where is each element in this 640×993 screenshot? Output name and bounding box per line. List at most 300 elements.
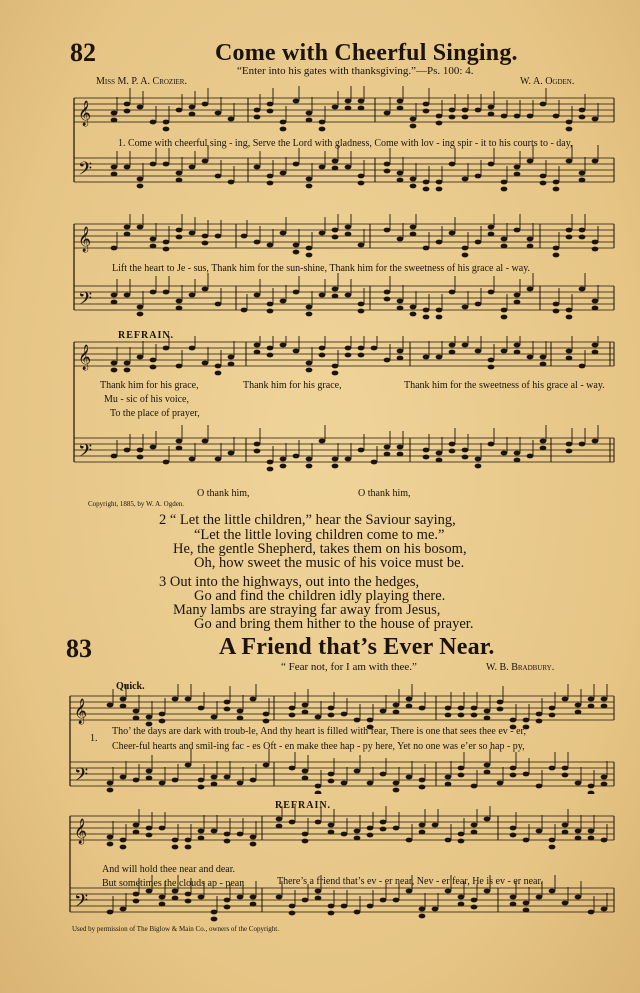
note-head xyxy=(445,713,452,718)
note-head xyxy=(449,449,456,454)
note-head xyxy=(367,718,374,723)
note-head xyxy=(306,464,313,469)
note-head xyxy=(510,766,517,771)
note-head xyxy=(536,712,543,717)
permission-note-83: Used by permission of The Biglow & Main Co., owners of the Copyright. xyxy=(72,925,279,933)
note-head xyxy=(150,162,157,167)
note-head xyxy=(484,709,491,714)
note-head xyxy=(267,309,274,314)
note-head xyxy=(484,763,491,768)
note-head xyxy=(202,234,209,239)
note-head xyxy=(215,302,222,307)
note-head xyxy=(163,290,170,295)
note-head xyxy=(527,355,534,360)
note-head xyxy=(510,895,517,900)
note-head xyxy=(549,766,556,771)
note-head xyxy=(306,312,313,317)
note-head xyxy=(488,162,495,167)
note-head xyxy=(410,124,417,129)
note-head xyxy=(445,889,452,894)
note-head xyxy=(445,838,452,843)
note-head xyxy=(419,778,426,783)
note-head xyxy=(588,704,595,709)
note-head xyxy=(133,716,140,721)
note-head xyxy=(228,180,235,185)
note-head xyxy=(302,703,309,708)
note-head xyxy=(592,240,599,245)
note-head xyxy=(436,308,443,313)
note-head xyxy=(579,178,586,183)
note-head xyxy=(458,839,465,844)
note-head xyxy=(449,442,456,447)
note-head xyxy=(579,171,586,176)
note-head xyxy=(328,772,335,777)
note-head xyxy=(163,127,170,132)
note-head xyxy=(540,174,547,179)
note-head xyxy=(224,898,231,903)
note-head xyxy=(510,773,517,778)
note-head xyxy=(419,907,426,912)
note-head xyxy=(289,904,296,909)
verse-2-line-4: Oh, how sweet the music of his voice must be. xyxy=(194,555,465,571)
note-head xyxy=(445,775,452,780)
clef-sign: 𝄢 xyxy=(78,289,93,314)
note-head xyxy=(397,171,404,176)
note-head xyxy=(384,297,391,302)
note-head xyxy=(592,159,599,164)
note-head xyxy=(588,697,595,702)
verse-3-line-3: Many lambs are straying far away from Jesus, xyxy=(173,602,441,618)
note-head xyxy=(267,109,274,114)
note-head xyxy=(358,181,365,186)
note-head xyxy=(146,889,153,894)
note-head xyxy=(410,184,417,189)
note-head xyxy=(341,832,348,837)
note-head xyxy=(510,718,517,723)
note-head xyxy=(523,838,530,843)
note-head xyxy=(267,460,274,465)
note-head xyxy=(189,457,196,462)
note-head xyxy=(315,784,322,789)
note-head xyxy=(267,102,274,107)
note-head xyxy=(367,781,374,786)
note-head xyxy=(241,234,248,239)
note-head xyxy=(458,706,465,711)
note-head xyxy=(215,174,222,179)
note-head xyxy=(150,244,157,249)
note-head xyxy=(592,247,599,252)
note-head xyxy=(540,181,547,186)
note-head xyxy=(202,439,209,444)
clef-sign: 𝄢 xyxy=(74,891,89,916)
note-head xyxy=(150,358,157,363)
note-head xyxy=(397,306,404,311)
note-head xyxy=(462,455,469,460)
note-head xyxy=(384,290,391,295)
note-head xyxy=(566,356,573,361)
note-head xyxy=(150,237,157,242)
note-head xyxy=(332,364,339,369)
note-head xyxy=(497,707,504,712)
note-head xyxy=(445,782,452,787)
note-head xyxy=(146,833,153,838)
music-system-83-2 xyxy=(0,806,640,926)
note-head xyxy=(601,907,608,912)
note-head xyxy=(436,458,443,463)
refrain-label-82: REFRAIN. xyxy=(118,330,175,341)
note-head xyxy=(397,445,404,450)
note-head xyxy=(124,232,131,237)
copyright-82: Copyright, 1885, by W. A. Ogden. xyxy=(88,500,185,508)
note-head xyxy=(475,457,482,462)
note-head xyxy=(276,817,283,822)
note-head xyxy=(540,439,547,444)
note-head xyxy=(601,704,608,709)
note-head xyxy=(185,845,192,850)
note-head xyxy=(523,901,530,906)
note-head xyxy=(211,917,218,922)
note-head xyxy=(397,178,404,183)
note-head xyxy=(159,902,166,907)
note-head xyxy=(566,159,573,164)
bass-words-82-1: O thank him, xyxy=(197,488,250,499)
note-head xyxy=(471,713,478,718)
note-head xyxy=(302,769,309,774)
note-head xyxy=(263,763,270,768)
note-head xyxy=(553,180,560,185)
note-head xyxy=(484,817,491,822)
note-head xyxy=(111,111,118,116)
note-head xyxy=(280,464,287,469)
note-head xyxy=(527,287,534,292)
note-head xyxy=(341,904,348,909)
note-head xyxy=(579,364,586,369)
note-head xyxy=(189,165,196,170)
note-head xyxy=(562,697,569,702)
note-head xyxy=(150,120,157,125)
note-head xyxy=(514,300,521,305)
note-head xyxy=(237,895,244,900)
note-head xyxy=(419,830,426,835)
note-head xyxy=(497,781,504,786)
note-head xyxy=(211,775,218,780)
note-head xyxy=(111,454,118,459)
hymn-composer-83: W. B. Bradbury. xyxy=(486,662,555,673)
note-head xyxy=(406,889,413,894)
note-head xyxy=(527,454,534,459)
note-head xyxy=(328,830,335,835)
hymn-composer-82: W. A. Ogden. xyxy=(520,76,575,87)
verse-2-line-3: He, the gentle Shepherd, takes them on his bosom, xyxy=(173,541,467,557)
note-head xyxy=(228,451,235,456)
note-head xyxy=(202,159,209,164)
note-head xyxy=(510,826,517,831)
note-head xyxy=(562,773,569,778)
note-head xyxy=(449,115,456,120)
note-head xyxy=(185,763,192,768)
note-head xyxy=(293,454,300,459)
note-head xyxy=(345,165,352,170)
note-head xyxy=(163,240,170,245)
note-head xyxy=(553,187,560,192)
note-head xyxy=(215,457,222,462)
note-head xyxy=(146,776,153,781)
note-head xyxy=(579,115,586,120)
note-head xyxy=(354,829,361,834)
note-head xyxy=(358,106,365,111)
note-head xyxy=(384,169,391,174)
note-head xyxy=(250,902,257,907)
note-head xyxy=(250,697,257,702)
note-head xyxy=(514,165,521,170)
note-head xyxy=(189,346,196,351)
note-head xyxy=(189,293,196,298)
note-head xyxy=(120,704,127,709)
note-head xyxy=(410,225,417,230)
note-head xyxy=(254,293,261,298)
note-head xyxy=(601,838,608,843)
note-head xyxy=(280,127,287,132)
note-head xyxy=(488,358,495,363)
note-head xyxy=(358,174,365,179)
note-head xyxy=(293,290,300,295)
note-head xyxy=(488,365,495,370)
note-head xyxy=(306,305,313,310)
clef-sign: 𝄢 xyxy=(74,765,89,790)
note-head xyxy=(341,781,348,786)
note-head xyxy=(462,177,469,182)
refrain-line-82-a3: To the place of prayer, xyxy=(110,408,200,419)
note-head xyxy=(111,118,118,123)
note-head xyxy=(592,350,599,355)
note-head xyxy=(189,112,196,117)
note-head xyxy=(588,791,595,794)
note-head xyxy=(241,308,248,313)
refrain-line-82-a1: Thank him for his grace, xyxy=(100,380,199,391)
note-head xyxy=(380,709,387,714)
note-head xyxy=(566,349,573,354)
note-head xyxy=(332,105,339,110)
note-head xyxy=(319,346,326,351)
note-head xyxy=(163,460,170,465)
note-head xyxy=(328,779,335,784)
note-head xyxy=(432,907,439,912)
note-head xyxy=(527,237,534,242)
note-head xyxy=(159,712,166,717)
note-head xyxy=(458,766,465,771)
clef-sign: 𝄢 xyxy=(78,159,93,184)
note-head xyxy=(120,845,127,850)
note-head xyxy=(501,187,508,192)
note-head xyxy=(289,820,296,825)
note-head xyxy=(523,908,530,913)
note-head xyxy=(267,243,274,248)
note-head xyxy=(458,832,465,837)
note-head xyxy=(124,109,131,114)
note-head xyxy=(267,346,274,351)
note-head xyxy=(111,361,118,366)
note-head xyxy=(254,449,261,454)
note-head xyxy=(449,343,456,348)
note-head xyxy=(406,697,413,702)
note-head xyxy=(289,713,296,718)
note-head xyxy=(562,766,569,771)
note-head xyxy=(553,309,560,314)
note-head xyxy=(579,228,586,233)
note-head xyxy=(384,445,391,450)
note-head xyxy=(150,365,157,370)
note-head xyxy=(471,898,478,903)
note-head xyxy=(185,838,192,843)
note-head xyxy=(410,177,417,182)
note-head xyxy=(562,823,569,828)
note-head xyxy=(566,120,573,125)
note-head xyxy=(133,830,140,835)
note-head xyxy=(319,165,326,170)
note-head xyxy=(345,225,352,230)
note-head xyxy=(484,770,491,775)
note-head xyxy=(423,315,430,320)
note-head xyxy=(341,712,348,717)
note-head xyxy=(527,114,534,119)
note-head xyxy=(133,899,140,904)
note-head xyxy=(501,114,508,119)
note-head xyxy=(501,244,508,249)
note-head xyxy=(488,442,495,447)
note-head xyxy=(120,775,127,780)
note-head xyxy=(111,293,118,298)
note-head xyxy=(358,309,365,314)
note-head xyxy=(393,826,400,831)
clef-sign: 𝄞 xyxy=(74,819,88,844)
note-head xyxy=(358,346,365,351)
note-head xyxy=(358,99,365,104)
note-head xyxy=(410,232,417,237)
note-head xyxy=(488,225,495,230)
note-head xyxy=(198,829,205,834)
note-head xyxy=(384,358,391,363)
note-head xyxy=(159,895,166,900)
note-head xyxy=(267,302,274,307)
refrain-line-82-a2: Mu - sic of his voice, xyxy=(104,394,189,405)
note-head xyxy=(354,910,361,915)
note-head xyxy=(345,106,352,111)
note-head xyxy=(332,287,339,292)
note-head xyxy=(514,343,521,348)
note-head xyxy=(345,346,352,351)
note-head xyxy=(185,899,192,904)
note-head xyxy=(436,451,443,456)
note-head xyxy=(237,781,244,786)
note-head xyxy=(397,452,404,457)
note-head xyxy=(384,162,391,167)
lyric-line-83-1: Tho’ the days are dark with troub-le, And thy heart is filled with fear, There is one that sees thee ev - er, xyxy=(112,726,526,737)
note-head xyxy=(319,353,326,358)
note-head xyxy=(319,120,326,125)
note-head xyxy=(189,231,196,236)
bass-words-82-2: O thank him, xyxy=(358,488,411,499)
note-head xyxy=(107,781,114,786)
note-head xyxy=(176,446,183,451)
note-head xyxy=(354,836,361,841)
note-head xyxy=(289,911,296,916)
note-head xyxy=(575,895,582,900)
note-head xyxy=(107,842,114,847)
hymn-title-82: Come with Cheerful Singing. xyxy=(215,40,518,66)
note-head xyxy=(510,833,517,838)
note-head xyxy=(488,105,495,110)
note-head xyxy=(328,904,335,909)
note-head xyxy=(527,244,534,249)
note-head xyxy=(462,115,469,120)
note-head xyxy=(484,889,491,894)
note-head xyxy=(228,362,235,367)
note-head xyxy=(306,118,313,123)
note-head xyxy=(475,240,482,245)
note-head xyxy=(280,231,287,236)
music-system-82-2 xyxy=(0,214,640,334)
note-head xyxy=(419,785,426,790)
note-head xyxy=(332,294,339,299)
note-head xyxy=(358,448,365,453)
note-head xyxy=(458,895,465,900)
note-head xyxy=(198,785,205,790)
refrain-line-83-1: And will hold thee near and dear. xyxy=(102,864,236,875)
note-head xyxy=(523,718,530,723)
note-head xyxy=(436,114,443,119)
note-head xyxy=(410,305,417,310)
note-head xyxy=(137,184,144,189)
note-head xyxy=(423,109,430,114)
note-head xyxy=(345,232,352,237)
note-head xyxy=(137,455,144,460)
note-head xyxy=(462,253,469,258)
note-head xyxy=(332,166,339,171)
note-head xyxy=(471,823,478,828)
note-head xyxy=(250,835,257,840)
note-head xyxy=(215,111,222,116)
refrain-line-83-2: But sometimes the clouds ap - pear. xyxy=(102,878,245,889)
refrain-label-83: REFRAIN. xyxy=(275,800,332,811)
note-head xyxy=(601,775,608,780)
note-head xyxy=(224,707,231,712)
note-head xyxy=(211,910,218,915)
verse-2-line-2: “Let the little loving children come to me.” xyxy=(194,527,445,543)
note-head xyxy=(172,838,179,843)
note-head xyxy=(306,368,313,373)
note-head xyxy=(306,111,313,116)
note-head xyxy=(163,346,170,351)
note-head xyxy=(462,305,469,310)
verse-2-line-1: 2 “ Let the little children,” hear the Saviour saying, xyxy=(159,512,456,528)
note-head xyxy=(566,315,573,320)
note-head xyxy=(501,237,508,242)
note-head xyxy=(328,823,335,828)
note-head xyxy=(449,162,456,167)
note-head xyxy=(237,709,244,714)
note-head xyxy=(172,778,179,783)
note-head xyxy=(120,907,127,912)
note-head xyxy=(449,108,456,113)
note-head xyxy=(332,235,339,240)
note-head xyxy=(276,824,283,829)
note-head xyxy=(250,778,257,783)
note-head xyxy=(289,766,296,771)
note-head xyxy=(553,253,560,258)
note-head xyxy=(380,820,387,825)
note-head xyxy=(345,293,352,298)
note-head xyxy=(211,829,218,834)
